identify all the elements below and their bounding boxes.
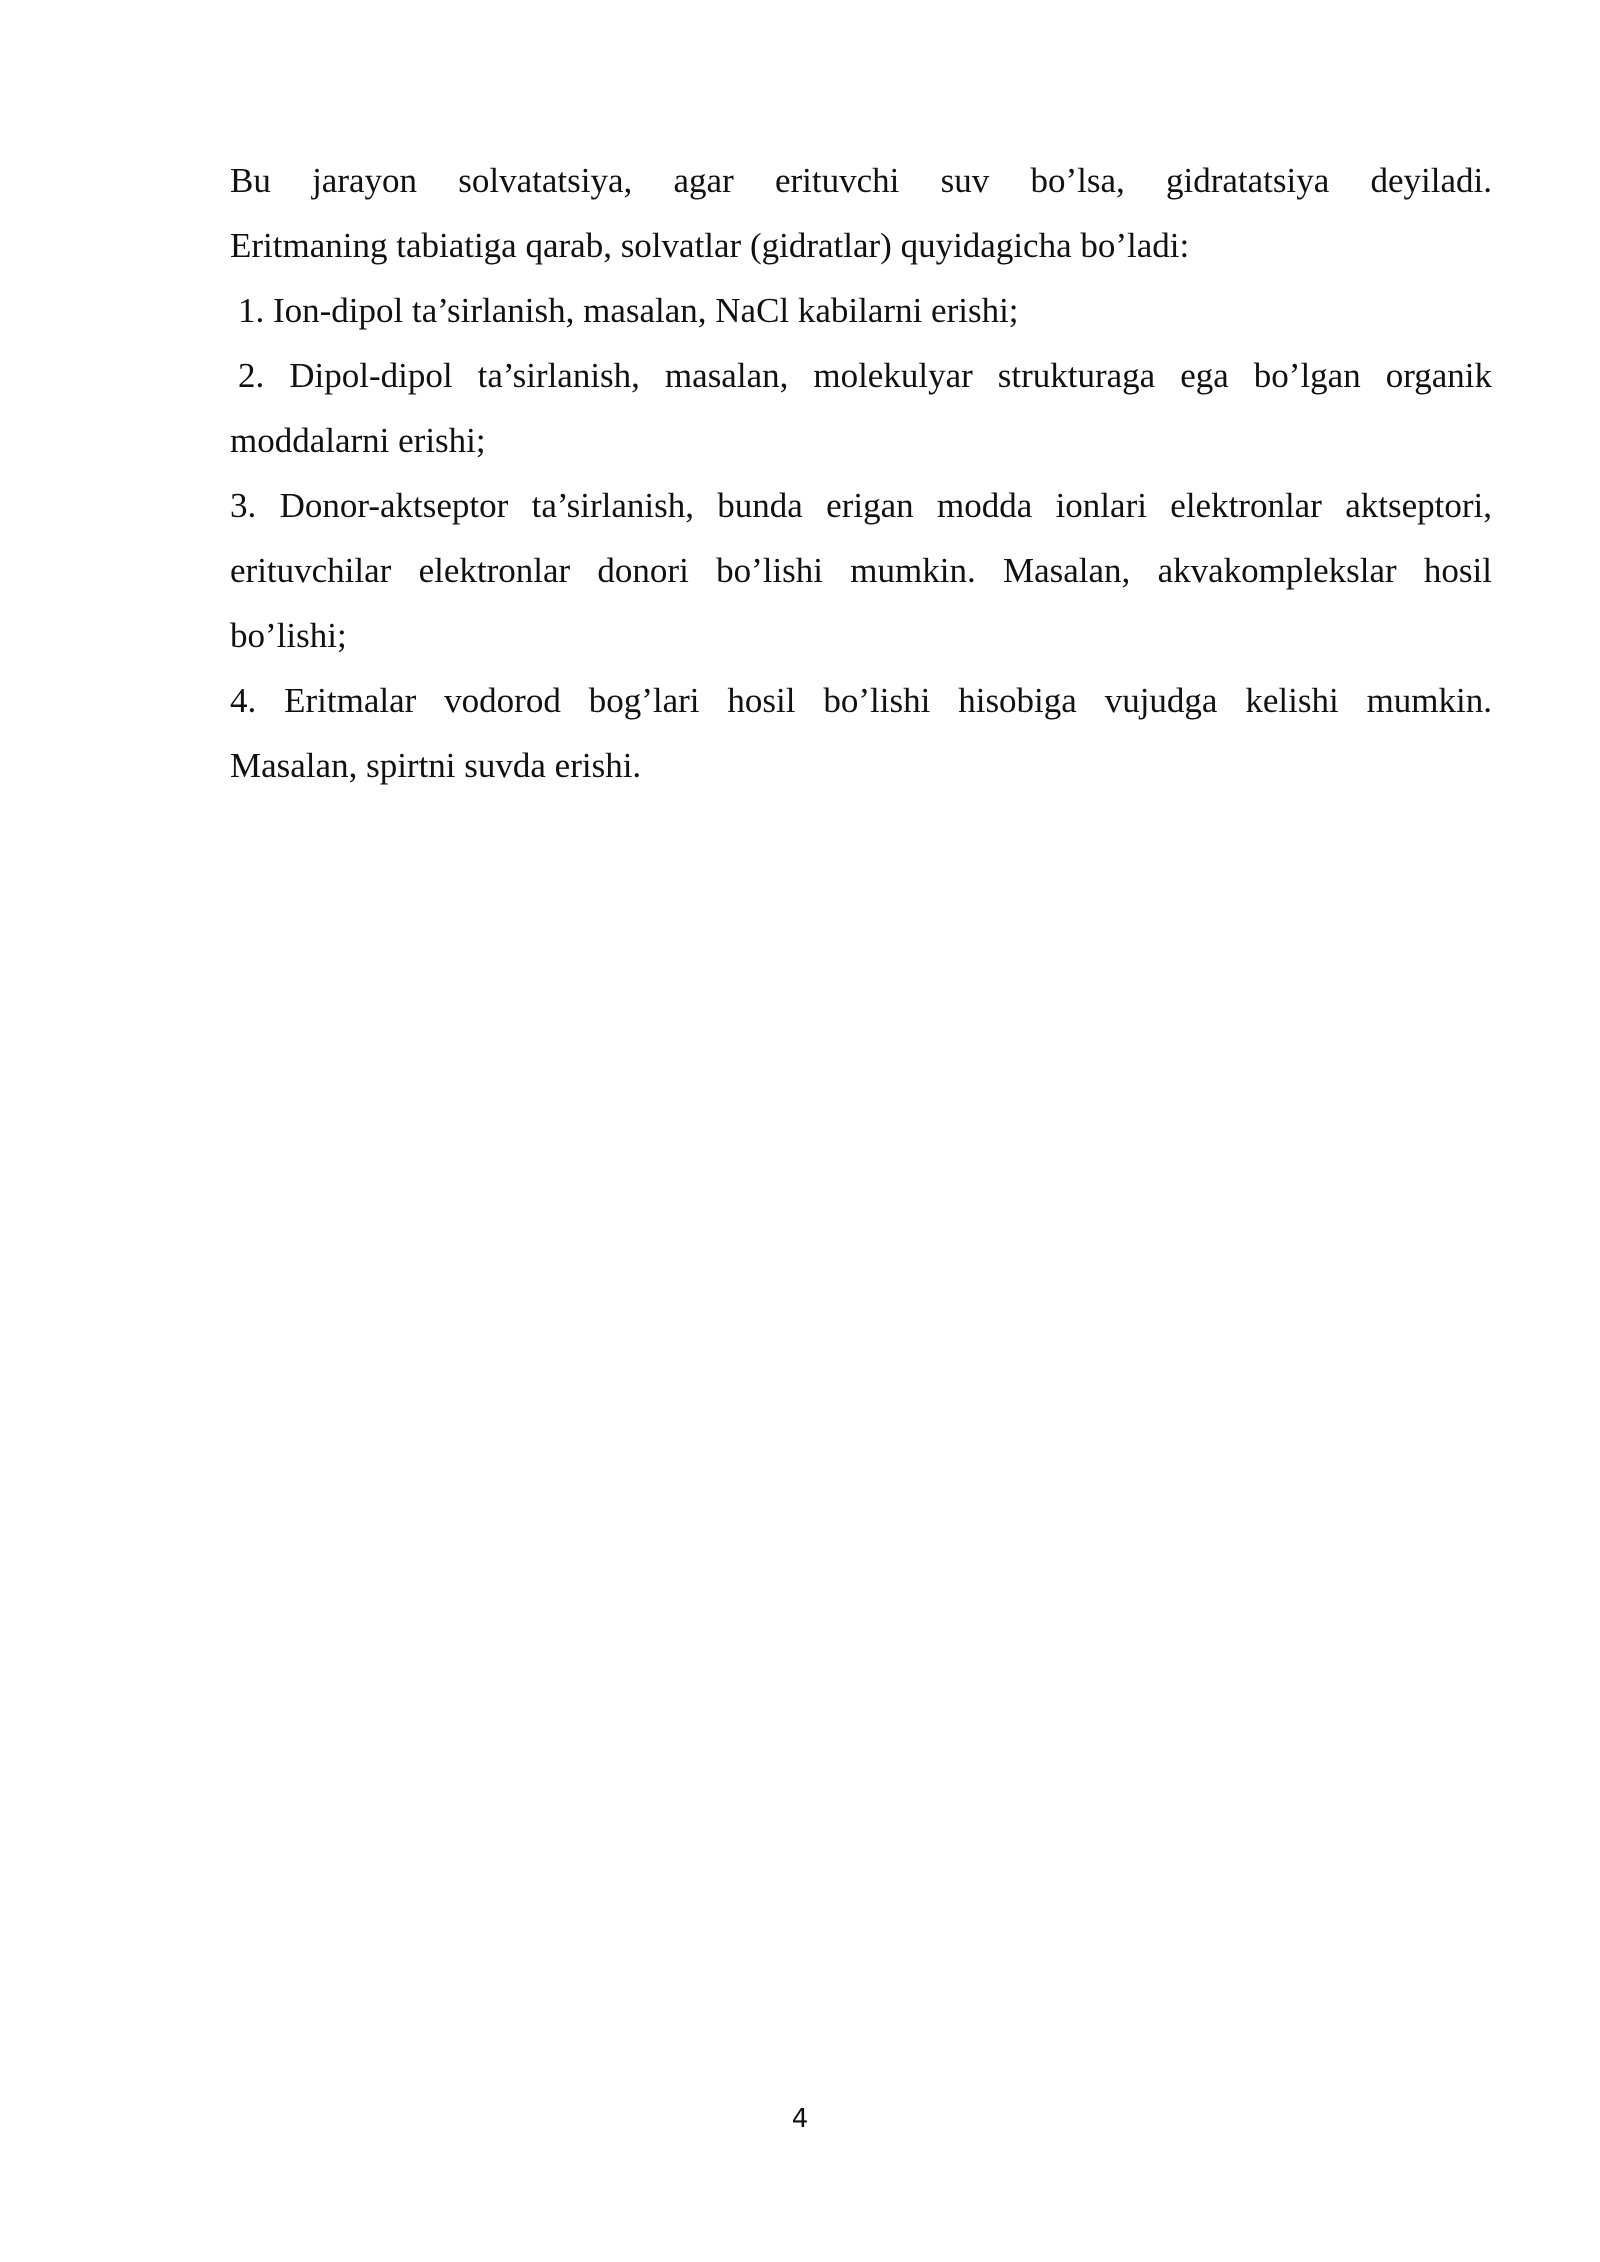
list-item-4: 4. Eritmalar vodorod bog’lari hosil bo’lishi hisobiga vujudga kelishi mumkin.	[230, 681, 1492, 720]
text-line: bo’lishi;	[230, 616, 347, 655]
text-line: erituvchilar elektronlar donori bo’lishi mumkin. Masalan, akvakomplekslar hosil	[230, 551, 1492, 590]
list-item-2: 2. Dipol-dipol ta’sirlanish, masalan, molekulyar strukturaga ega bo’lgan organik	[238, 356, 1492, 395]
text-line: Masalan, spirtni suvda erishi.	[230, 746, 642, 785]
list-item-3: 3. Donor-aktseptor ta’sirlanish, bunda erigan modda ionlari elektronlar aktseptori,	[230, 486, 1492, 525]
text-line: moddalarni erishi;	[230, 421, 486, 460]
list-item-1: 1. Ion-dipol ta’sirlanish, masalan, NaCl kabilarni erishi;	[238, 291, 1019, 330]
body-text	[230, 148, 1492, 798]
text-line: Eritmaning tabiatiga qarab, solvatlar (gidratlar) quyidagicha bo’ladi:	[230, 226, 1190, 265]
page-number: 4	[791, 2104, 809, 2134]
text-line: Bu jarayon solvatatsiya, agar erituvchi suv bo’lsa, gidratatsiya deyiladi.	[230, 161, 1492, 200]
